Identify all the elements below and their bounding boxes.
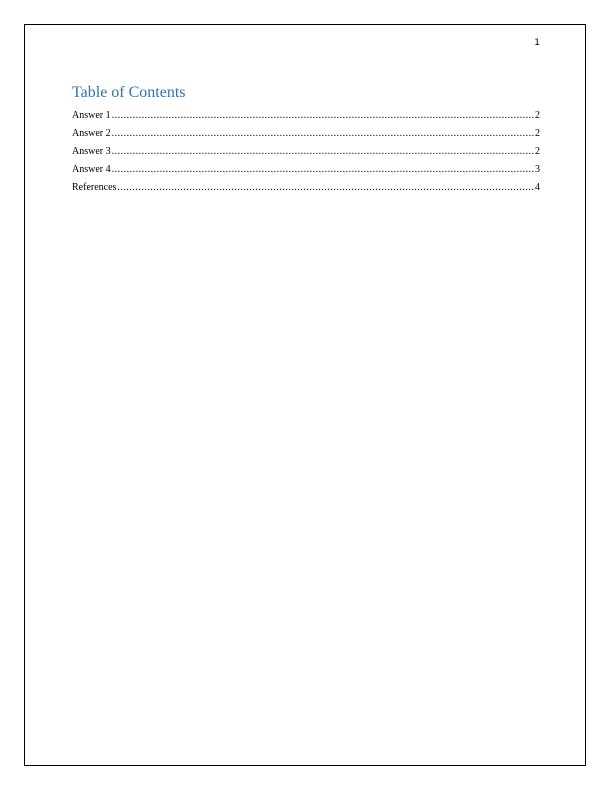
toc-entry-label: Answer 3 [72,146,111,157]
table-of-contents [72,83,540,197]
toc-dot-leader [112,107,534,125]
document-page [24,24,586,766]
toc-dot-leader [112,143,534,161]
toc-entry-references[interactable] [72,179,540,197]
toc-entry-page: 2 [535,110,540,121]
toc-entry-label: Answer 1 [72,110,111,121]
toc-dot-leader [112,125,534,143]
toc-title: Table of Contents [72,84,186,101]
toc-dot-leader [117,179,534,197]
toc-entry-label: References [72,182,117,193]
toc-entry-page: 2 [535,128,540,139]
toc-entry-answer-3[interactable] [72,143,540,161]
toc-entry-answer-4[interactable] [72,161,540,179]
toc-entry-label: Answer 2 [72,128,111,139]
toc-entry-answer-2[interactable] [72,125,540,143]
toc-entry-page: 3 [535,164,540,175]
toc-entry-page: 2 [535,146,540,157]
page-number: 1 [534,38,540,48]
toc-entry-label: Answer 4 [72,164,111,175]
toc-entry-answer-1[interactable] [72,107,540,125]
toc-entry-page: 4 [535,182,540,193]
toc-dot-leader [112,161,534,179]
